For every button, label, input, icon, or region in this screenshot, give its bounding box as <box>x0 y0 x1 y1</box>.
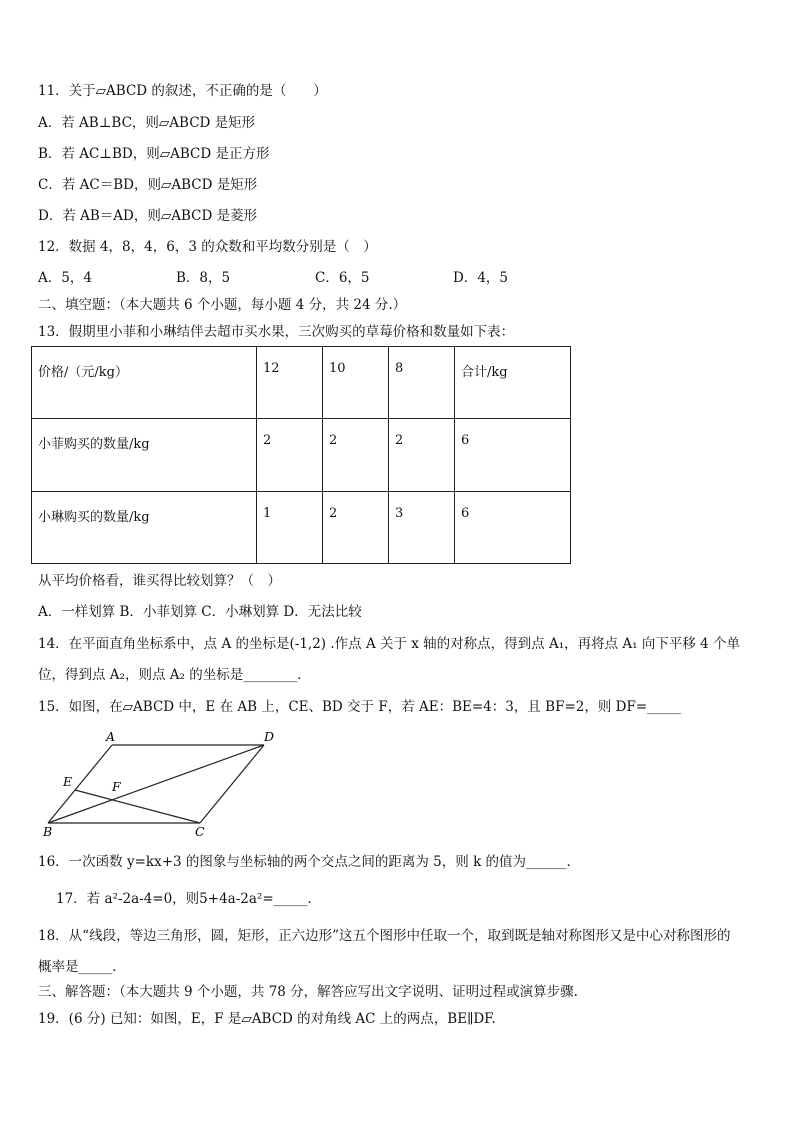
label-a: A <box>106 729 116 744</box>
table-cell: 3 <box>389 492 455 564</box>
table-cell: 6 <box>455 419 571 492</box>
table-cell: 2 <box>323 492 389 564</box>
q11-option-d: D．若 AB＝AD，则▱ABCD 是菱形 <box>38 208 258 224</box>
table-cell: 8 <box>389 347 455 419</box>
q13-stem: 13．假期里小菲和小琳结伴去超市买水果，三次购买的草莓价格和数量如下表： <box>38 324 515 340</box>
parallelogram-figure <box>38 728 288 840</box>
q18-line-1: 18．从“线段，等边三角形，圆，矩形，正六边形”这五个图形中任取一个，取到既是轴对称图形又是中心对称图形的 <box>38 928 731 944</box>
label-c: C <box>195 824 205 839</box>
table-cell: 小琳购买的数量/kg <box>32 492 257 564</box>
q13-options: A．一样划算 B．小菲划算 C．小琳划算 D．无法比较 <box>38 604 362 620</box>
q11-stem: 11．关于▱ABCD 的叙述，不正确的是（ ） <box>38 83 327 99</box>
q11-option-a: A．若 AB⊥BC，则▱ABCD 是矩形 <box>38 115 256 131</box>
label-d: D <box>264 729 275 744</box>
table-cell: 小菲购买的数量/kg <box>32 419 257 492</box>
table-cell: 价格/（元/kg） <box>32 347 257 419</box>
q12-option-d: D．4，5 <box>453 270 509 286</box>
table-row <box>32 492 571 564</box>
q14-line-2: 位，得到点 A₂，则点 A₂ 的坐标是________． <box>38 667 311 683</box>
q12-option-a: A．5，4 <box>38 270 92 286</box>
table-cell: 2 <box>389 419 455 492</box>
q12-stem: 12．数据 4，8，4，6，3 的众数和平均数分别是（ ） <box>38 239 377 255</box>
q13-table <box>31 346 571 564</box>
table-row <box>32 347 571 419</box>
q13-question: 从平均价格看，谁买得比较划算？（ ） <box>38 573 281 589</box>
q19: 19．(6 分) 已知：如图，E，F 是▱ABCD 的对角线 AC 上的两点，BE∥DF. <box>38 1011 496 1027</box>
q17: 17．若 a²-2a-4=0，则5+4a-2a²=_____． <box>56 891 321 907</box>
q14-line-1: 14．在平面直角坐标系中，点 A 的坐标是(-1,2) .作点 A 关于 x 轴的对称点，得到点 A₁，再将点 A₁ 向下平移 4 个单 <box>38 636 741 652</box>
q12-option-c: C．6，5 <box>315 270 370 286</box>
table-cell: 12 <box>257 347 323 419</box>
table-cell: 合计/kg <box>455 347 571 419</box>
section-2-heading: 二、填空题：（本大题共 6 个小题，每小题 4 分，共 24 分.） <box>38 297 407 313</box>
q16: 16．一次函数 y=kx+3 的图象与坐标轴的两个交点之间的距离为 5，则 k 的值为______． <box>38 854 581 870</box>
label-e: E <box>63 774 73 789</box>
table-cell: 2 <box>257 419 323 492</box>
q11-option-b: B．若 AC⊥BD，则▱ABCD 是正方形 <box>38 146 270 162</box>
q12-options <box>38 269 508 287</box>
label-b: B <box>43 824 53 839</box>
table-row <box>32 419 571 492</box>
label-f: F <box>112 779 121 794</box>
table-cell: 6 <box>455 492 571 564</box>
q15-stem: 15．如图，在▱ABCD 中，E 在 AB 上，CE、BD 交于 F，若 AE：BE=4：3，且 BF=2，则 DF=_____ <box>38 699 681 715</box>
section-3-heading: 三、解答题：（本大题共 9 个小题，共 78 分，解答应写出文字说明、证明过程或演算步骤. <box>38 984 578 1000</box>
table-cell: 1 <box>257 492 323 564</box>
table-cell: 2 <box>323 419 389 492</box>
q11-option-c: C．若 AC＝BD，则▱ABCD 是矩形 <box>38 177 258 193</box>
table-cell: 10 <box>323 347 389 419</box>
q12-option-b: B．8，5 <box>176 270 231 286</box>
q18-line-2: 概率是_____． <box>38 959 126 975</box>
